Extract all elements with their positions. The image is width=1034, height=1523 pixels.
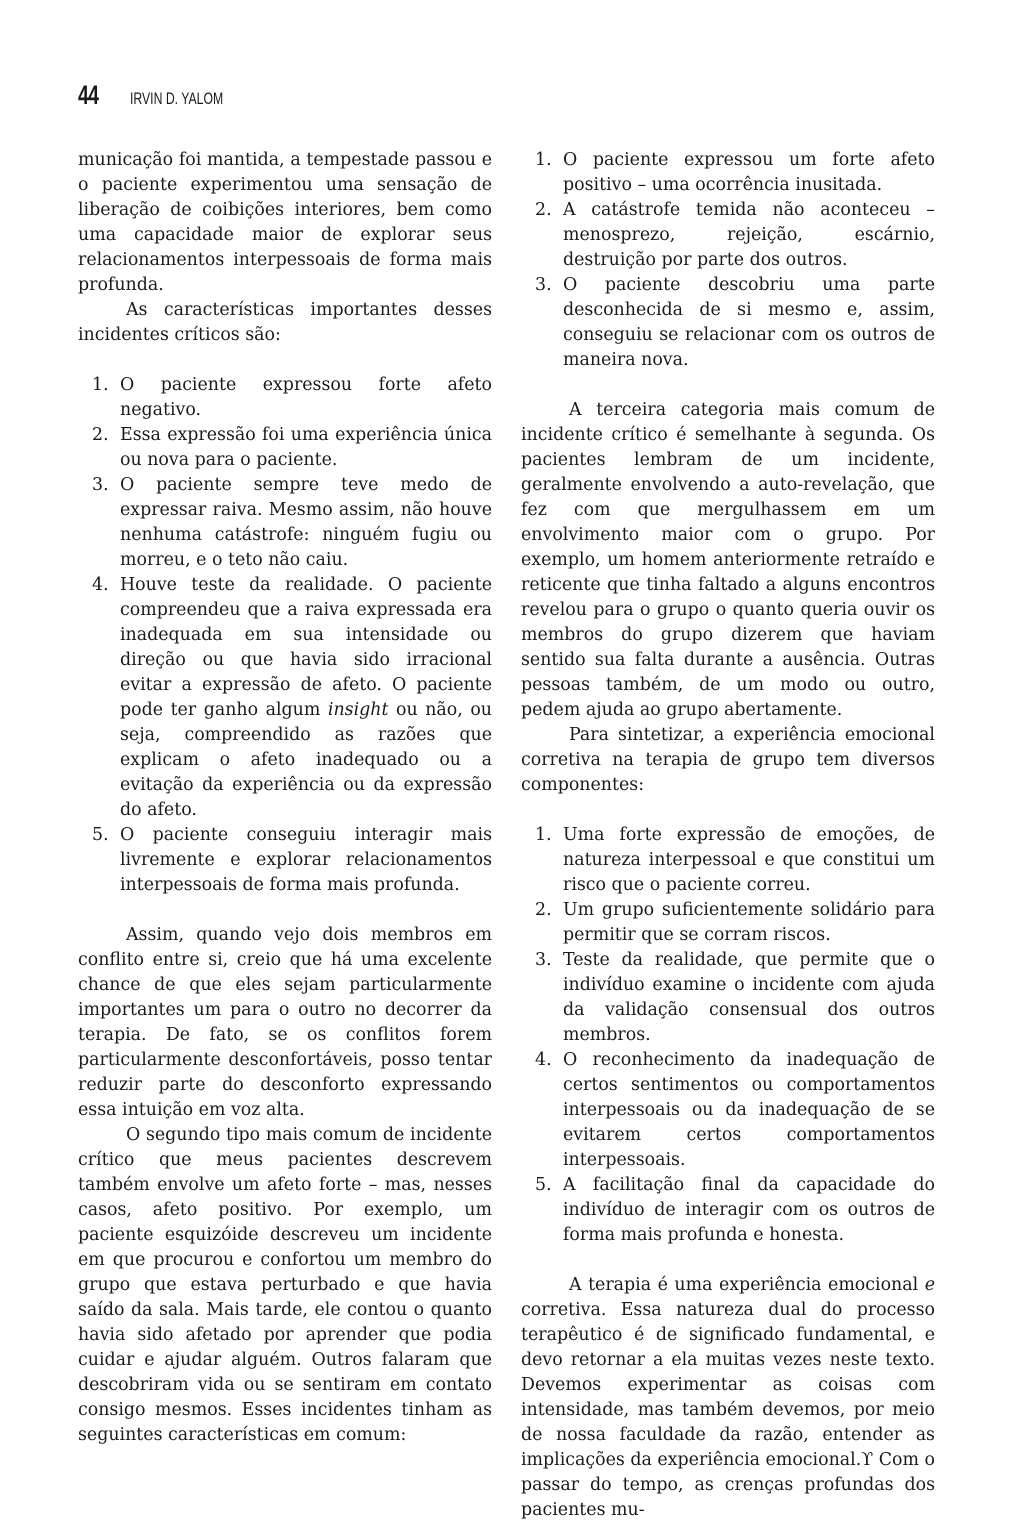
list-item-text: Teste da realidade, que permite que o indivíduo examine o incidente com ajuda da validação consensual dos outros membros. xyxy=(563,950,935,1045)
paragraph xyxy=(521,1273,935,1523)
list-item-text: O paciente sempre teve medo de expressar raiva. Mesmo assim, não houve nenhuma catástrofe: ninguém fugiu ou morreu, e o teto não caiu. xyxy=(120,475,492,570)
list-number: 3. xyxy=(535,950,552,970)
list-item xyxy=(78,373,492,423)
spacer xyxy=(521,1248,935,1273)
italic-term: insight xyxy=(327,700,389,720)
list-item xyxy=(521,198,935,273)
running-head-author: IRVIN D. YALOM xyxy=(130,89,224,108)
list-item xyxy=(521,148,935,198)
list-item-text: A catástrofe temida não aconteceu – menosprezo, rejeição, escárnio, destruição por parte dos outros. xyxy=(563,200,935,270)
list-number: 1. xyxy=(535,825,552,845)
list-number: 5. xyxy=(92,825,109,845)
list-item xyxy=(78,423,492,473)
right-column xyxy=(521,148,935,1523)
page-header xyxy=(78,80,259,114)
list-item-text: O paciente conseguiu interagir mais livremente e explorar relacionamentos interpessoais de forma mais profunda. xyxy=(120,825,492,895)
list-item-text: Houve teste da realidade. O paciente compreendeu que a raiva expressada era inadequada em sua intensidade ou direção ou que havia sido irracional evitar a expressão de afeto. O paciente pode ter ganho algum xyxy=(120,575,492,720)
list-item-text: A facilitação final da capacidade do indivíduo de interagir com os outros de forma mais profunda e honesta. xyxy=(563,1175,935,1245)
spacer xyxy=(78,898,492,923)
list-number: 3. xyxy=(92,475,109,495)
paragraph-text: A terapia é uma experiência emocional xyxy=(569,1275,925,1295)
list-number: 4. xyxy=(92,575,109,595)
list-number: 1. xyxy=(92,375,109,395)
page-number: 44 xyxy=(78,80,99,110)
list-item-text: O paciente expressou um forte afeto positivo – uma ocorrência inusitada. xyxy=(563,150,935,195)
list-item xyxy=(78,473,492,573)
list-number: 2. xyxy=(535,200,552,220)
list-item-text: O reconhecimento da inadequação de certos sentimentos ou comportamentos interpessoais ou da inadequação de se evitarem certos comportamentos interpessoais. xyxy=(563,1050,935,1170)
list-number: 1. xyxy=(535,150,552,170)
paragraph-text: corretiva. Essa natureza dual do processo terapêutico é de significado fundamental, e devo retornar a ela muitas vezes neste texto. Devemos experimentar as coisas com intensidade, mas também devemos, por meio de nossa faculdade da razão, entender as implicações da experiência emocional.ϒ Com o passar do tempo, as crenças profundas dos pacientes mu- xyxy=(521,1300,935,1520)
paragraph: municação foi mantida, a tempestade passou e o paciente experimentou uma sensação de liberação de coibições interiores, bem como uma capacidade maior de explorar seus relacionamentos interpessoais de forma mais profunda. xyxy=(78,150,492,295)
list-item-text: O paciente expressou forte afeto negativo. xyxy=(120,375,492,420)
list-item xyxy=(521,273,935,373)
numbered-list xyxy=(521,148,935,373)
list-item-text: Essa expressão foi uma experiência única ou nova para o paciente. xyxy=(120,425,492,470)
list-item xyxy=(521,1173,935,1248)
left-column xyxy=(78,148,492,1448)
list-item xyxy=(521,1048,935,1173)
paragraph: O segundo tipo mais comum de incidente crítico que meus pacientes descrevem também envolve um afeto forte – mas, nesses casos, afeto positivo. Por exemplo, um paciente esquizóide descreveu um incidente em que procurou e confortou um membro do grupo que estava perturbado e que havia saído da sala. Mais tarde, ele contou o quanto havia sido afetado por aprender que podia cuidar e ajudar alguém. Outros falaram que descobriram vida ou se sentiram em contato consigo mesmos. Esses incidentes tinham as seguintes características em comum: xyxy=(78,1125,492,1445)
paragraph: As características importantes desses incidentes críticos são: xyxy=(78,300,492,345)
italic-term: e xyxy=(924,1275,935,1295)
spacer xyxy=(521,373,935,398)
numbered-list xyxy=(521,823,935,1248)
list-item xyxy=(78,823,492,898)
list-number: 2. xyxy=(92,425,109,445)
list-number: 5. xyxy=(535,1175,552,1195)
list-item-text: Uma forte expressão de emoções, de natureza interpessoal e que constitui um risco que o paciente correu. xyxy=(563,825,935,895)
list-number: 4. xyxy=(535,1050,552,1070)
list-number: 2. xyxy=(535,900,552,920)
paragraph: A terceira categoria mais comum de incidente crítico é semelhante à segunda. Os pacientes lembram de um incidente, geralmente envolvendo a auto-revelação, que fez com que mergulhassem em um envolvimento maior com o grupo. Por exemplo, um homem anteriormente retraído e reticente que tinha faltado a alguns encontros revelou para o grupo o quanto queria ouvir os membros do grupo dizerem que haviam sentido sua falta durante a ausência. Outras pessoas também, de um modo ou outro, pedem ajuda ao grupo abertamente. xyxy=(521,400,935,720)
list-number: 3. xyxy=(535,275,552,295)
list-item xyxy=(521,823,935,898)
list-item xyxy=(521,898,935,948)
numbered-list xyxy=(78,373,492,898)
paragraph: Assim, quando vejo dois membros em conflito entre si, creio que há uma excelente chance de que eles sejam particularmente importantes um para o outro no decorrer da terapia. De fato, se os conflitos forem particularmente desconfortáveis, posso tentar reduzir parte do desconforto expressando essa intuição em voz alta. xyxy=(78,925,492,1120)
list-item-text: ou não, ou seja, compreendido as razões que explicam o afeto inadequado ou a evitação da experiência ou da expressão do afeto. xyxy=(120,700,493,820)
list-item-text: O paciente descobriu uma parte desconhecida de si mesmo e, assim, conseguiu se relacionar com os outros de maneira nova. xyxy=(563,275,935,370)
list-item-text: Um grupo suficientemente solidário para permitir que se corram riscos. xyxy=(563,900,935,945)
spacer xyxy=(521,798,935,823)
list-item xyxy=(521,948,935,1048)
paragraph: Para sintetizar, a experiência emocional corretiva na terapia de grupo tem diversos componentes: xyxy=(521,725,935,795)
list-item xyxy=(78,573,492,823)
spacer xyxy=(78,348,492,373)
